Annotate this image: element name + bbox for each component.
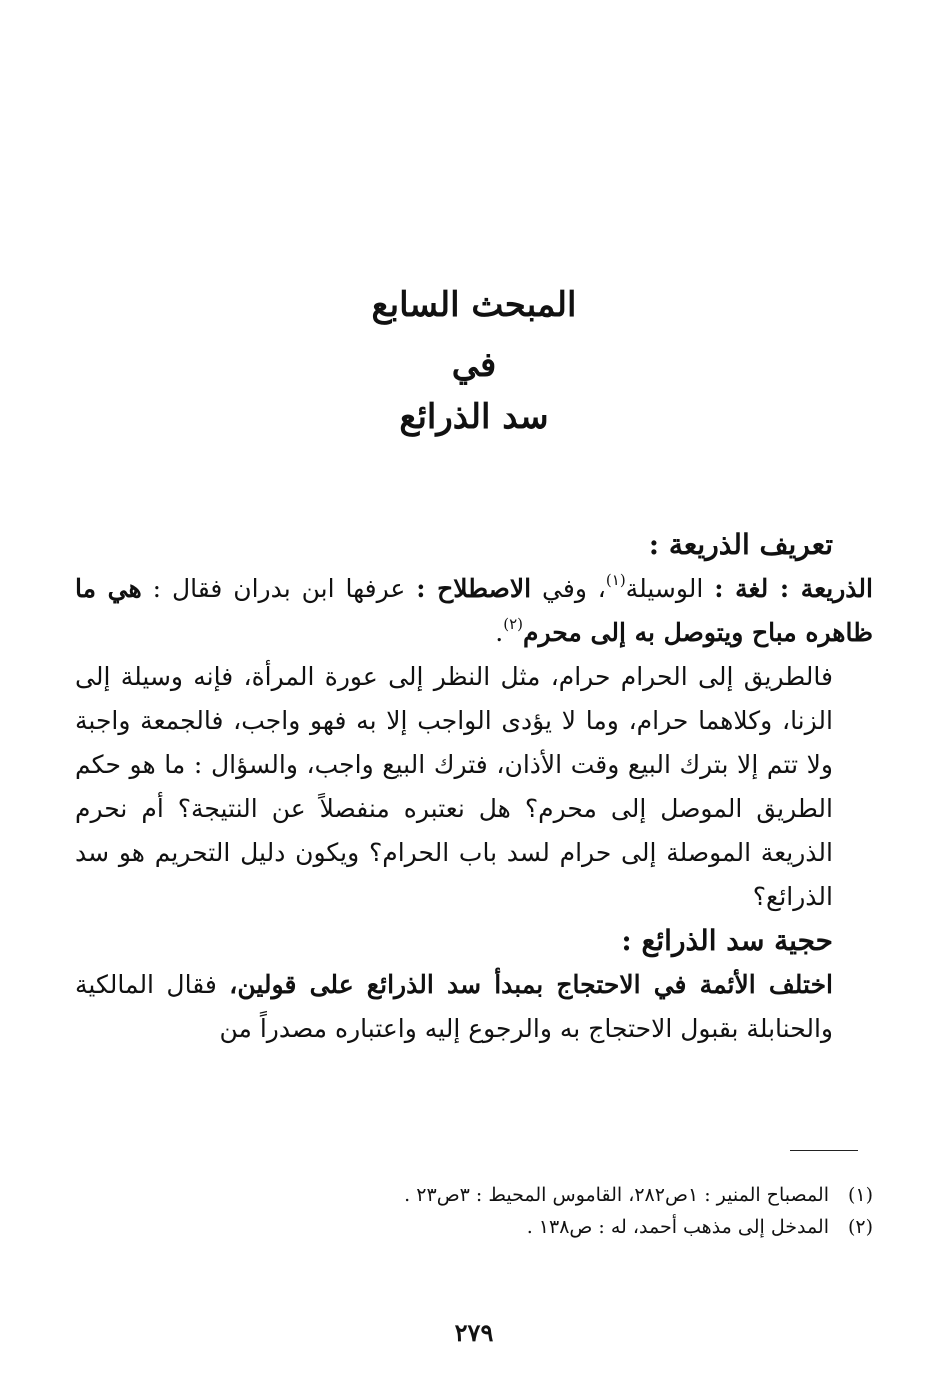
footnote-mark-2: (٢)	[503, 615, 523, 633]
hujjiya-text: فقال المالكية والحنابلة بقبول الاحتجاج به والرجوع إليه واعتباره مصدراً من	[75, 970, 833, 1043]
definition-source: عرفها ابن بدران فقال :	[152, 574, 406, 603]
chapter-title: المبحث السابع	[371, 285, 577, 325]
footnote-1-text: المصباح المنير : ١ص٢٨٢، القاموس المحيط : ٣ص٢٣ .	[404, 1184, 829, 1206]
definition-paragraph	[75, 567, 873, 655]
footnote-2-text: المدخل إلى مذهب أحمد، له : ص١٣٨ .	[526, 1216, 829, 1238]
footnotes	[75, 1179, 873, 1243]
hujjiya-paragraph	[75, 963, 873, 1051]
footnote-mark-1: (١)	[605, 571, 626, 589]
footnote-divider	[790, 1150, 858, 1151]
definition-term: الذريعة : لغة :	[714, 574, 873, 603]
definition-end: .	[495, 618, 504, 647]
explanation-paragraph: فالطريق إلى الحرام حرام، مثل النظر إلى عورة المرأة، فإنه وسيلة إلى الزنا، وكلاهما حرام، وما لا يؤدى الواجب إلا به فهو واجب، فالجمعة واجبة ولا تتم إلا بترك البيع وقت الأذان، فترك البيع واجب، والسؤال : ما هو حكم الطريق الموصل إلى محرم؟ هل نعتبره منفصلاً عن النتيجة؟ أم نحرم الذريعة الموصلة إلى حرام لسد باب الحرام؟ ويكون دليل التحريم هو سد الذرائع؟	[75, 662, 833, 911]
chapter-subject: سد الذرائع	[399, 397, 549, 437]
chapter-title-connector: في	[451, 345, 497, 385]
definition-quote: هي ما ظاهره مباح ويتوصل به إلى محرم	[75, 574, 873, 647]
footnote-2	[75, 1211, 873, 1243]
definition-section	[75, 523, 873, 1051]
footnote-2-number: (٢)	[847, 1216, 873, 1238]
definition-istilah: الاصطلاح :	[416, 574, 532, 603]
page-number: ٢٧٩	[454, 1318, 494, 1347]
hujjiya-bold-text: اختلف الأئمة في الاحتجاج بمبدأ سد الذرائع على قولين،	[229, 970, 833, 999]
definition-heading: تعريف الذريعة :	[648, 528, 833, 561]
definition-word: الوسيلة	[625, 574, 704, 603]
footnote-1-number: (١)	[847, 1184, 873, 1206]
hujjiya-heading: حجية سد الذرائع :	[621, 924, 833, 957]
definition-connector: ، وفي	[542, 574, 606, 603]
footnote-1	[75, 1179, 873, 1211]
